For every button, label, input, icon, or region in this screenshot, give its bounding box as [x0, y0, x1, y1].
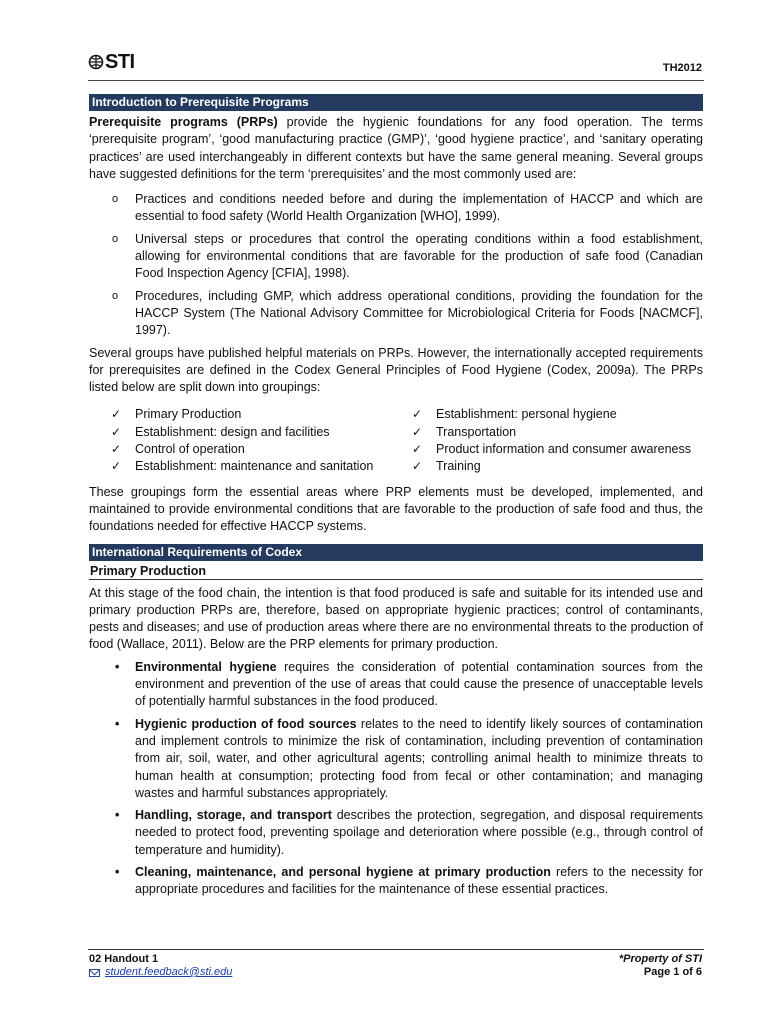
feedback-email [89, 966, 232, 979]
definition-text: Universal steps or procedures that control the operating conditions within a food establishment, allowing for environmental conditions that are favorable for the production of safe food (Canadian Food Inspection Agency [CFIA], 1998). [135, 231, 703, 281]
sti-globe-icon [88, 54, 104, 70]
check-icon: ✓ [412, 459, 423, 474]
checklist-item [111, 441, 402, 458]
checklist-item [111, 406, 402, 423]
list-marker: o [112, 232, 119, 245]
list-marker: o [112, 193, 119, 206]
section-banner-codex: International Requirements of Codex [89, 544, 703, 561]
sti-logo [88, 52, 135, 72]
bullet-icon: • [115, 716, 120, 731]
checklist-label: Establishment: maintenance and sanitation [135, 459, 374, 474]
bullet-icon: • [115, 864, 120, 879]
checklist-label: Establishment: design and facilities [135, 424, 330, 439]
checklist-label: Establishment: personal hygiene [436, 407, 617, 422]
groupings-intro-paragraph: Several groups have published helpful materials on PRPs. However, the internationally accepted requirements for prerequisites are defined in the Codex General Principles of Food Hygiene (Codex, 2009a). The PRPs listed below are split down into groupings: [89, 345, 703, 395]
checklist-label: Control of operation [135, 442, 245, 457]
checklist-item [412, 458, 703, 475]
handout-label: 02 Handout 1 [89, 953, 159, 965]
definition-text: Practices and conditions needed before and during the implementation of HACCP and which are essential to food safety (World Health Organization [WHO], 1999). [135, 192, 703, 224]
element-term: Environmental hygiene [135, 659, 277, 674]
intro-paragraph-text: provide the hygienic foundations for any food operation. The terms ‘prerequisite program’, ‘good manufacturing practice (GMP)’, ‘good hygiene practice’, and ‘sanitary operating practices’ are used interchangeably in different contexts but have the same general meaning. Several groups have suggested definitions for the term ‘prerequisites’ and the most commonly used are: [89, 115, 703, 181]
footer-left [89, 953, 232, 979]
groupings-right-column [402, 406, 703, 475]
section-banner-intro: Introduction to Prerequisite Programs [89, 94, 703, 111]
list-item [89, 864, 703, 899]
groupings-left-column [89, 406, 402, 475]
checklist-item [111, 424, 402, 441]
list-item [89, 231, 703, 283]
list-item [89, 807, 703, 859]
main-content [89, 94, 703, 904]
groupings-summary-paragraph: These groupings form the essential areas where PRP elements must be developed, implemented, and maintained to provide environmental conditions that are favorable to the production of safe food and thus, the foundations needed for effective HACCP systems. [89, 484, 703, 534]
check-icon: ✓ [412, 424, 423, 439]
list-marker: o [112, 289, 119, 302]
element-term: Handling, storage, and transport [135, 808, 332, 823]
property-notice: *Property of STI [618, 953, 702, 965]
footer-divider [88, 949, 704, 950]
checklist-item [412, 441, 703, 458]
element-text: relates to the need to identify likely sources of contamination and implement controls to minimize the risk of contamination, including prevention of contamination from air, soil, water, and other agricultural agents; controlling animal health to minimize threats to human health at consumption; protecting food from fecal or other contamination; and managing wastes and harmful substances appropriately. [135, 716, 703, 800]
prp-elements-list [89, 659, 703, 899]
check-icon: ✓ [412, 442, 423, 457]
definition-text: Procedures, including GMP, which address operational conditions, providing the foundation for the HACCP System (The National Advisory Committee for Microbiological Criteria for Foods [NACMCF], 1997). [135, 288, 703, 338]
check-icon: ✓ [111, 424, 122, 439]
list-item [89, 288, 703, 340]
definitions-list [89, 191, 703, 339]
header-divider [88, 80, 704, 81]
logo-text: STI [105, 51, 135, 73]
page-number: Page 1 of 6 [643, 966, 702, 978]
check-icon: ✓ [111, 442, 122, 457]
element-text: requires the consideration of potential contamination sources from the environment and prevention of the use of areas that could cause the presence of unacceptable levels of potentially harmful substances in the food produced. [135, 659, 704, 709]
prp-term: Prerequisite programs (PRPs) [89, 115, 278, 129]
bullet-icon: • [115, 659, 120, 674]
footer-right [619, 953, 702, 979]
element-text: refers to the necessity for appropriate procedures and facilities for the maintenance of these essential practices. [135, 864, 704, 897]
document-code: TH2012 [662, 62, 702, 74]
checklist-item [412, 406, 703, 423]
check-icon: ✓ [111, 459, 122, 474]
list-item [89, 716, 703, 802]
email-link[interactable]: student.feedback@sti.edu [105, 966, 233, 978]
checklist-label: Primary Production [135, 407, 242, 422]
checklist-label: Training [436, 459, 481, 474]
list-item [89, 659, 703, 711]
element-text: describes the protection, segregation, and disposal requirements needed to protect food, preventing spoilage and deterioration where possible (e.g., through control of temperature and humidity). [135, 808, 703, 857]
groupings-checklist [89, 406, 703, 475]
subsection-heading: Primary Production [89, 561, 703, 580]
checklist-item [111, 458, 402, 475]
primary-production-paragraph: At this stage of the food chain, the intention is that food produced is safe and suitable for its intended use and primary production PRPs are, therefore, based on appropriate hygienic practices; control of contaminants, pests and diseases; and use of production areas where there are no environmental threats to the production of food (Wallace, 2011). Below are the PRP elements for primary production. [89, 585, 703, 652]
envelope-icon [89, 969, 100, 977]
list-item [89, 191, 703, 226]
checklist-item [412, 424, 703, 441]
element-term: Cleaning, maintenance, and personal hygiene at primary production [135, 864, 551, 879]
intro-paragraph [89, 114, 703, 183]
checklist-label: Product information and consumer awareness [436, 442, 691, 457]
element-term: Hygienic production of food sources [135, 716, 357, 731]
check-icon: ✓ [412, 407, 423, 422]
checklist-label: Transportation [436, 424, 517, 439]
bullet-icon: • [115, 808, 120, 823]
check-icon: ✓ [111, 407, 122, 422]
